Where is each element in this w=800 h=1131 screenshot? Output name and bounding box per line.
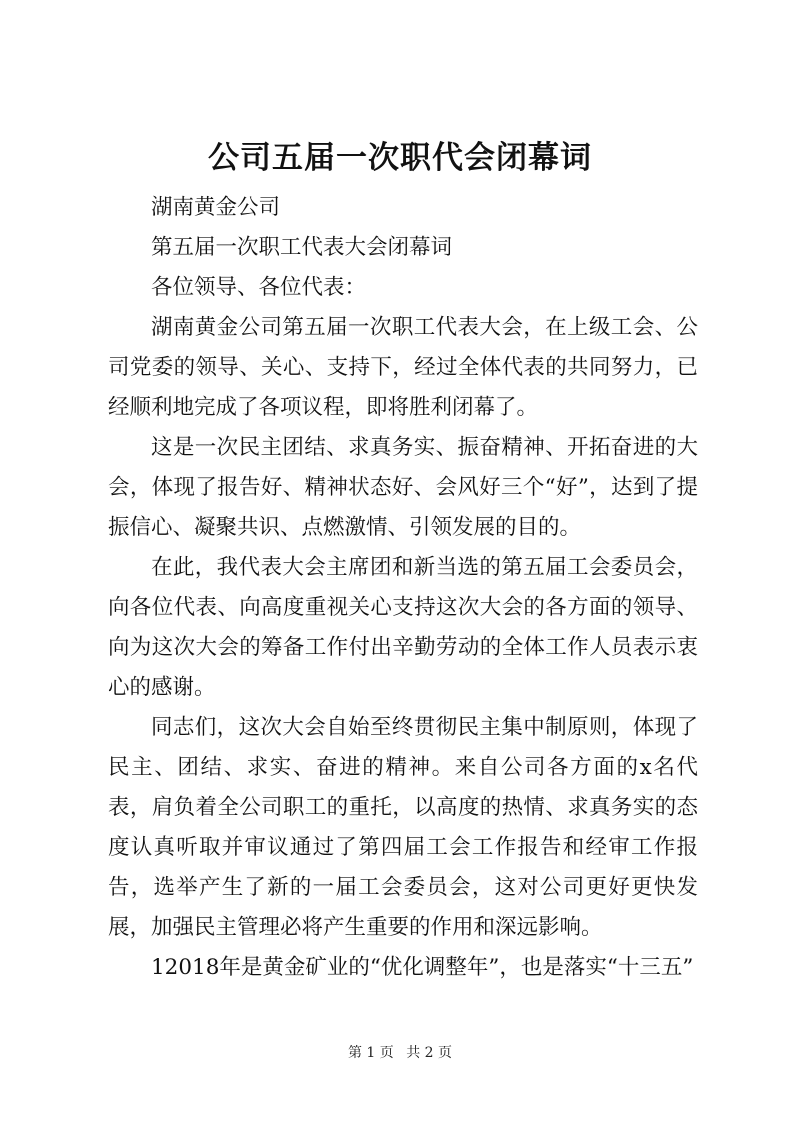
page-total: 共 2 页 [406, 1045, 453, 1061]
document-title: 公司五届一次职代会闭幕词 [208, 140, 592, 176]
page-footer [0, 1043, 800, 1063]
document-body [108, 188, 698, 988]
company-name-line: 湖南黄金公司 [151, 195, 281, 220]
body-paragraph: 同志们，这次大会自始至终贯彻民主集中制原则，体现了民主、团结、求实、奋进的精神。来自公司各方面的x名代表，肩负着全公司职工的重托，以高度的热情、求真务实的态度认真听取并审议通过了第四届工会工作报告和经审工作报告，选举产生了新的一届工会委员会，这对公司更好更快发展，加强民主管理必将产生重要的作用和深远影响。 [108, 715, 698, 940]
body-paragraph: 12018年是黄金矿业的“优化调整年”，也是落实“十三五” [151, 955, 694, 980]
body-paragraph: 在此，我代表大会主席团和新当选的第五届工会委员会，向各位代表、向高度重视关心支持这次大会的各方面的领导、向为这次大会的筹备工作付出辛勤劳动的全体工作人员表示衷心的感谢。 [108, 555, 698, 700]
speech-title-line: 第五届一次职工代表大会闭幕词 [151, 235, 453, 260]
page-number: 第 1 页 [347, 1045, 394, 1061]
body-paragraph: 湖南黄金公司第五届一次职工代表大会，在上级工会、公司党委的领导、关心、支持下，经过全体代表的共同努力，已经顺利地完成了各项议程，即将胜利闭幕了。 [108, 315, 698, 420]
body-paragraph: 这是一次民主团结、求真务实、振奋精神、开拓奋进的大会，体现了报告好、精神状态好、会风好三个“好”，达到了提振信心、凝聚共识、点燃激情、引领发展的目的。 [108, 435, 698, 540]
salutation-line: 各位领导、各位代表： [151, 275, 367, 300]
